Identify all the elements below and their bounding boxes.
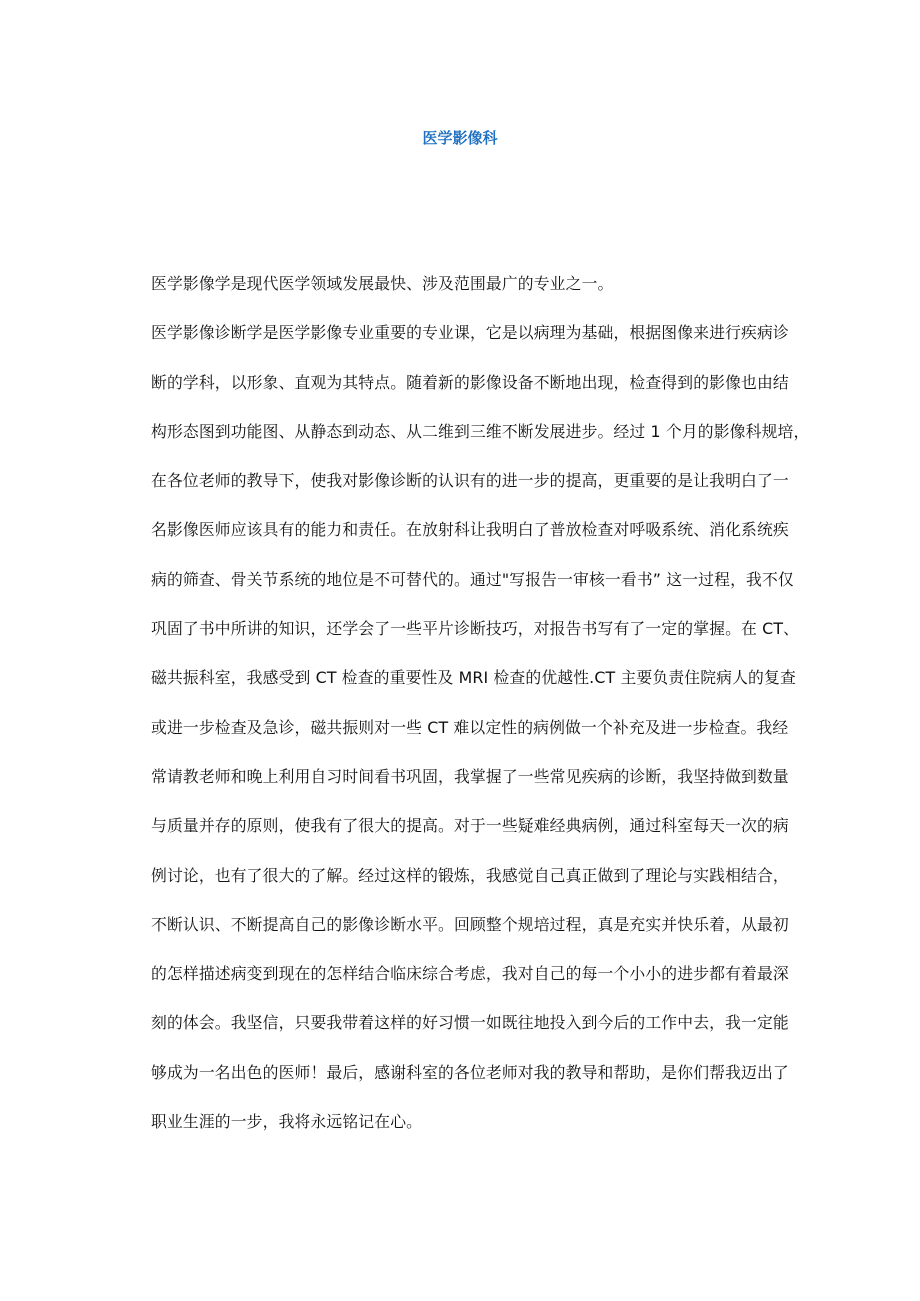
document-body <box>151 268 810 1155</box>
text-line: 医学影像诊断学是医学影像专业重要的专业课，它是以病理为基础，根据图像来进行疾病诊 <box>151 323 789 343</box>
text-line: 例讨论，也有了很大的了解。经过这样的锻炼，我感觉自己真正做到了理论与实践相结合， <box>151 865 789 885</box>
text-line: 断的学科，以形象、直观为其特点。随着新的影像设备不断地出现，检查得到的影像也由结 <box>151 372 789 392</box>
text-line: 磁共振科室，我感受到 CT 检查的重要性及 MRI 检查的优越性.CT 主要负责住院病人的复查 <box>151 668 796 688</box>
text-line: 医学影像学是现代医学领域发展最快、涉及范围最广的专业之一。 <box>151 274 614 293</box>
text-line: 职业生涯的一步，我将永远铭记在心。 <box>151 1112 423 1132</box>
text-line: 在各位老师的教导下，使我对影像诊断的认识有的进一步的提高，更重要的是让我明白了一 <box>151 471 789 491</box>
text-line: 构形态图到功能图、从静态到动态、从二维到三维不断发展进步。经过 1 个月的影像科规培， <box>151 421 810 441</box>
text-line: 常请教老师和晚上利用自习时间看书巩固，我掌握了一些常见疾病的诊断，我坚持做到数量 <box>151 766 789 786</box>
text-line: 的怎样描述病变到现在的怎样结合临床综合考虑，我对自己的每一个小小的进步都有着最深 <box>151 964 789 984</box>
text-line: 不断认识、不断提高自己的影像诊断水平。回顾整个规培过程，真是充实并快乐着，从最初 <box>151 914 789 934</box>
text-line: 或进一步检查及急诊，磁共振则对一些 CT 难以定性的病例做一个补充及进一步检查。我经 <box>151 717 789 737</box>
text-line: 刻的体会。我坚信，只要我带着这样的好习惯一如既往地投入到今后的工作中去，我一定能 <box>151 1013 789 1033</box>
text-line: 够成为一名出色的医师！最后，感谢科室的各位老师对我的教导和帮助，是你们帮我迈出了 <box>151 1062 789 1082</box>
text-line: 与质量并存的原则，使我有了很大的提高。对于一些疑难经典病例，通过科室每天一次的病 <box>151 816 789 836</box>
text-line: 病的筛查、骨关节系统的地位是不可替代的。通过"写报告一审核一看书” 这一过程，我不仅 <box>151 569 794 589</box>
text-line: 巩固了书中所讲的知识，还学会了一些平片诊断技巧，对报告书写有了一定的掌握。在 CT、 <box>151 619 800 639</box>
text-line: 名影像医师应该具有的能力和责任。在放射科让我明白了普放检查对呼吸系统、消化系统疾 <box>151 520 789 540</box>
page-title: 医学影像科 <box>422 129 498 147</box>
